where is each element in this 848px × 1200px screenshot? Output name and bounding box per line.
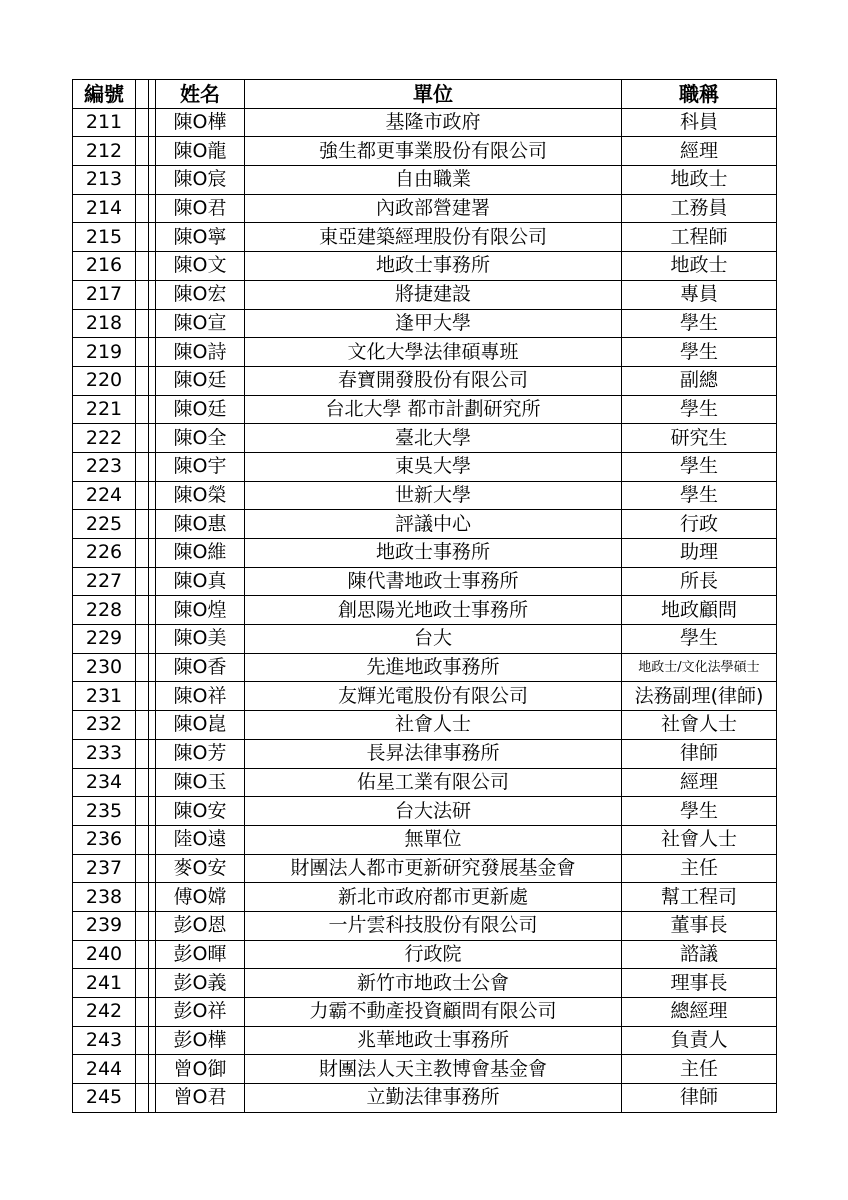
column-gap (136, 682, 149, 711)
column-gap (136, 223, 149, 252)
column-gap (136, 567, 149, 596)
table-row (73, 395, 777, 424)
cell-name: 陳O崑 (156, 711, 245, 740)
cell-title: 地政士 (622, 166, 777, 195)
column-gap (136, 452, 149, 481)
column-gap (149, 825, 156, 854)
table-row (73, 969, 777, 998)
column-gap (136, 825, 149, 854)
cell-title: 諮議 (622, 940, 777, 969)
cell-title: 地政士 (622, 252, 777, 281)
column-gap (149, 108, 156, 137)
cell-org: 東吳大學 (245, 452, 622, 481)
cell-title: 學生 (622, 395, 777, 424)
table-row (73, 166, 777, 195)
cell-org: 強生都更事業股份有限公司 (245, 137, 622, 166)
cell-org: 創思陽光地政士事務所 (245, 596, 622, 625)
cell-no: 234 (73, 768, 136, 797)
column-gap (149, 682, 156, 711)
table-row (73, 1084, 777, 1113)
cell-title: 主任 (622, 1055, 777, 1084)
cell-name: 陳O惠 (156, 510, 245, 539)
cell-name: 陳O詩 (156, 338, 245, 367)
column-gap (149, 911, 156, 940)
header-org: 單位 (245, 80, 622, 109)
column-gap (136, 1084, 149, 1113)
column-gap (136, 596, 149, 625)
cell-org: 先進地政事務所 (245, 653, 622, 682)
header-row (73, 80, 777, 109)
cell-org: 地政士事務所 (245, 252, 622, 281)
cell-title: 地政顧問 (622, 596, 777, 625)
cell-title: 律師 (622, 739, 777, 768)
cell-org: 逢甲大學 (245, 309, 622, 338)
cell-title: 工務員 (622, 194, 777, 223)
cell-org: 自由職業 (245, 166, 622, 195)
column-gap (149, 653, 156, 682)
cell-org: 評議中心 (245, 510, 622, 539)
cell-name: 彭O恩 (156, 911, 245, 940)
column-gap (136, 653, 149, 682)
cell-org: 基隆市政府 (245, 108, 622, 137)
cell-title: 主任 (622, 854, 777, 883)
cell-no: 213 (73, 166, 136, 195)
cell-no: 230 (73, 653, 136, 682)
table-row (73, 998, 777, 1027)
column-gap (149, 739, 156, 768)
table-row (73, 137, 777, 166)
column-gap (136, 108, 149, 137)
column-gap (149, 797, 156, 826)
table-row (73, 596, 777, 625)
cell-title: 負責人 (622, 1026, 777, 1055)
cell-org: 行政院 (245, 940, 622, 969)
table-row (73, 739, 777, 768)
table-row (73, 1055, 777, 1084)
cell-name: 陳O榮 (156, 481, 245, 510)
cell-name: 陳O廷 (156, 366, 245, 395)
cell-name: 陳O樺 (156, 108, 245, 137)
table-row (73, 854, 777, 883)
cell-name: 麥O安 (156, 854, 245, 883)
column-gap (136, 1055, 149, 1084)
table-row (73, 825, 777, 854)
cell-org: 東亞建築經理股份有限公司 (245, 223, 622, 252)
cell-no: 214 (73, 194, 136, 223)
cell-name: 陳O廷 (156, 395, 245, 424)
cell-no: 245 (73, 1084, 136, 1113)
column-gap (136, 338, 149, 367)
cell-name: 陳O煌 (156, 596, 245, 625)
cell-no: 242 (73, 998, 136, 1027)
attendee-table (72, 79, 777, 1113)
cell-title: 工程師 (622, 223, 777, 252)
column-gap (149, 567, 156, 596)
column-gap (149, 1026, 156, 1055)
cell-title: 董事長 (622, 911, 777, 940)
cell-no: 226 (73, 539, 136, 568)
cell-name: 彭O暉 (156, 940, 245, 969)
cell-name: 陳O宣 (156, 309, 245, 338)
cell-title: 律師 (622, 1084, 777, 1113)
column-gap (149, 366, 156, 395)
column-gap (136, 539, 149, 568)
cell-title: 學生 (622, 452, 777, 481)
column-gap (149, 510, 156, 539)
column-gap (136, 280, 149, 309)
column-gap (149, 768, 156, 797)
cell-title: 所長 (622, 567, 777, 596)
column-gap (149, 969, 156, 998)
cell-no: 223 (73, 452, 136, 481)
cell-name: 陳O玉 (156, 768, 245, 797)
cell-name: 陳O全 (156, 424, 245, 453)
column-gap (136, 481, 149, 510)
cell-name: 陳O宸 (156, 166, 245, 195)
cell-org: 兆華地政士事務所 (245, 1026, 622, 1055)
column-gap (149, 883, 156, 912)
cell-no: 229 (73, 625, 136, 654)
column-gap (149, 998, 156, 1027)
column-gap (149, 481, 156, 510)
cell-no: 225 (73, 510, 136, 539)
cell-title: 學生 (622, 309, 777, 338)
column-gap (136, 166, 149, 195)
cell-org: 新竹市地政士公會 (245, 969, 622, 998)
cell-name: 曾O君 (156, 1084, 245, 1113)
cell-name: 陳O美 (156, 625, 245, 654)
cell-title: 研究生 (622, 424, 777, 453)
cell-title: 經理 (622, 137, 777, 166)
column-gap (149, 166, 156, 195)
cell-name: 彭O祥 (156, 998, 245, 1027)
cell-title: 學生 (622, 625, 777, 654)
cell-name: 陳O香 (156, 653, 245, 682)
cell-no: 217 (73, 280, 136, 309)
cell-no: 224 (73, 481, 136, 510)
column-gap (136, 625, 149, 654)
cell-org: 長昇法律事務所 (245, 739, 622, 768)
cell-no: 239 (73, 911, 136, 940)
table-row (73, 768, 777, 797)
column-gap (149, 395, 156, 424)
table-row (73, 223, 777, 252)
cell-no: 228 (73, 596, 136, 625)
cell-name: 陳O君 (156, 194, 245, 223)
column-gap (136, 969, 149, 998)
column-gap (149, 252, 156, 281)
cell-no: 236 (73, 825, 136, 854)
table-row (73, 481, 777, 510)
table-row (73, 424, 777, 453)
header-title: 職稱 (622, 80, 777, 109)
table-row (73, 1026, 777, 1055)
column-gap (149, 80, 156, 109)
column-gap (149, 596, 156, 625)
cell-name: 彭O義 (156, 969, 245, 998)
column-gap (136, 366, 149, 395)
cell-name: 陳O寧 (156, 223, 245, 252)
cell-org: 臺北大學 (245, 424, 622, 453)
column-gap (136, 252, 149, 281)
cell-no: 227 (73, 567, 136, 596)
cell-org: 世新大學 (245, 481, 622, 510)
cell-no: 231 (73, 682, 136, 711)
table-row (73, 625, 777, 654)
column-gap (149, 1055, 156, 1084)
cell-org: 無單位 (245, 825, 622, 854)
table-row (73, 653, 777, 682)
table-row (73, 510, 777, 539)
table-row (73, 911, 777, 940)
header-name: 姓名 (156, 80, 245, 109)
column-gap (136, 510, 149, 539)
cell-org: 文化大學法律碩專班 (245, 338, 622, 367)
column-gap (136, 854, 149, 883)
cell-no: 232 (73, 711, 136, 740)
column-gap (149, 940, 156, 969)
column-gap (136, 1026, 149, 1055)
column-gap (149, 338, 156, 367)
cell-org: 陳代書地政士事務所 (245, 567, 622, 596)
column-gap (136, 797, 149, 826)
cell-title: 經理 (622, 768, 777, 797)
cell-name: 曾O御 (156, 1055, 245, 1084)
column-gap (149, 424, 156, 453)
column-gap (149, 280, 156, 309)
cell-title: 學生 (622, 481, 777, 510)
table-row (73, 366, 777, 395)
table-row (73, 452, 777, 481)
cell-no: 222 (73, 424, 136, 453)
column-gap (136, 998, 149, 1027)
cell-title: 法務副理(律師) (622, 682, 777, 711)
cell-no: 219 (73, 338, 136, 367)
column-gap (149, 137, 156, 166)
table-row (73, 883, 777, 912)
column-gap (149, 625, 156, 654)
cell-no: 211 (73, 108, 136, 137)
cell-title: 助理 (622, 539, 777, 568)
cell-name: 陳O安 (156, 797, 245, 826)
column-gap (136, 883, 149, 912)
table-row (73, 682, 777, 711)
cell-name: 陳O龍 (156, 137, 245, 166)
cell-org: 地政士事務所 (245, 539, 622, 568)
cell-no: 243 (73, 1026, 136, 1055)
cell-org: 台大法研 (245, 797, 622, 826)
column-gap (136, 80, 149, 109)
cell-no: 244 (73, 1055, 136, 1084)
cell-name: 陳O祥 (156, 682, 245, 711)
cell-no: 218 (73, 309, 136, 338)
cell-no: 212 (73, 137, 136, 166)
cell-org: 台北大學 都市計劃研究所 (245, 395, 622, 424)
cell-title: 幫工程司 (622, 883, 777, 912)
cell-org: 新北市政府都市更新處 (245, 883, 622, 912)
column-gap (149, 452, 156, 481)
cell-no: 235 (73, 797, 136, 826)
cell-name: 傅O嫦 (156, 883, 245, 912)
cell-no: 237 (73, 854, 136, 883)
table-row (73, 711, 777, 740)
cell-no: 220 (73, 366, 136, 395)
cell-title: 科員 (622, 108, 777, 137)
table-row (73, 940, 777, 969)
column-gap (136, 137, 149, 166)
cell-title: 理事長 (622, 969, 777, 998)
column-gap (136, 768, 149, 797)
cell-title: 副總 (622, 366, 777, 395)
cell-name: 陳O維 (156, 539, 245, 568)
cell-org: 台大 (245, 625, 622, 654)
table-row (73, 338, 777, 367)
cell-org: 財團法人天主教博會基金會 (245, 1055, 622, 1084)
column-gap (136, 194, 149, 223)
cell-no: 221 (73, 395, 136, 424)
cell-name: 陳O真 (156, 567, 245, 596)
table-row (73, 280, 777, 309)
column-gap (136, 395, 149, 424)
table-row (73, 252, 777, 281)
table-row (73, 194, 777, 223)
cell-title: 行政 (622, 510, 777, 539)
cell-org: 春寶開發股份有限公司 (245, 366, 622, 395)
column-gap (136, 739, 149, 768)
cell-name: 陳O宇 (156, 452, 245, 481)
cell-no: 216 (73, 252, 136, 281)
cell-name: 陳O芳 (156, 739, 245, 768)
table-row (73, 108, 777, 137)
column-gap (149, 854, 156, 883)
column-gap (149, 223, 156, 252)
cell-title: 學生 (622, 797, 777, 826)
column-gap (149, 711, 156, 740)
column-gap (149, 309, 156, 338)
cell-org: 立勤法律事務所 (245, 1084, 622, 1113)
column-gap (136, 940, 149, 969)
table-row (73, 309, 777, 338)
cell-title: 學生 (622, 338, 777, 367)
column-gap (136, 424, 149, 453)
cell-name: 彭O樺 (156, 1026, 245, 1055)
cell-no: 215 (73, 223, 136, 252)
header-no: 編號 (73, 80, 136, 109)
cell-name: 陸O遠 (156, 825, 245, 854)
table-row (73, 797, 777, 826)
column-gap (149, 194, 156, 223)
cell-title: 地政士/文化法學碩士 (622, 653, 777, 682)
cell-no: 238 (73, 883, 136, 912)
cell-org: 財團法人都市更新研究發展基金會 (245, 854, 622, 883)
cell-name: 陳O宏 (156, 280, 245, 309)
column-gap (149, 539, 156, 568)
column-gap (136, 309, 149, 338)
cell-org: 力霸不動產投資顧問有限公司 (245, 998, 622, 1027)
cell-org: 一片雲科技股份有限公司 (245, 911, 622, 940)
cell-title: 社會人士 (622, 711, 777, 740)
table-row (73, 567, 777, 596)
cell-org: 將捷建設 (245, 280, 622, 309)
cell-title: 專員 (622, 280, 777, 309)
column-gap (149, 1084, 156, 1113)
column-gap (136, 911, 149, 940)
cell-org: 內政部營建署 (245, 194, 622, 223)
cell-title: 社會人士 (622, 825, 777, 854)
cell-no: 233 (73, 739, 136, 768)
table-row (73, 539, 777, 568)
cell-name: 陳O文 (156, 252, 245, 281)
column-gap (136, 711, 149, 740)
cell-no: 240 (73, 940, 136, 969)
cell-org: 友輝光電股份有限公司 (245, 682, 622, 711)
cell-title: 總經理 (622, 998, 777, 1027)
cell-no: 241 (73, 969, 136, 998)
cell-org: 社會人士 (245, 711, 622, 740)
cell-org: 佑星工業有限公司 (245, 768, 622, 797)
